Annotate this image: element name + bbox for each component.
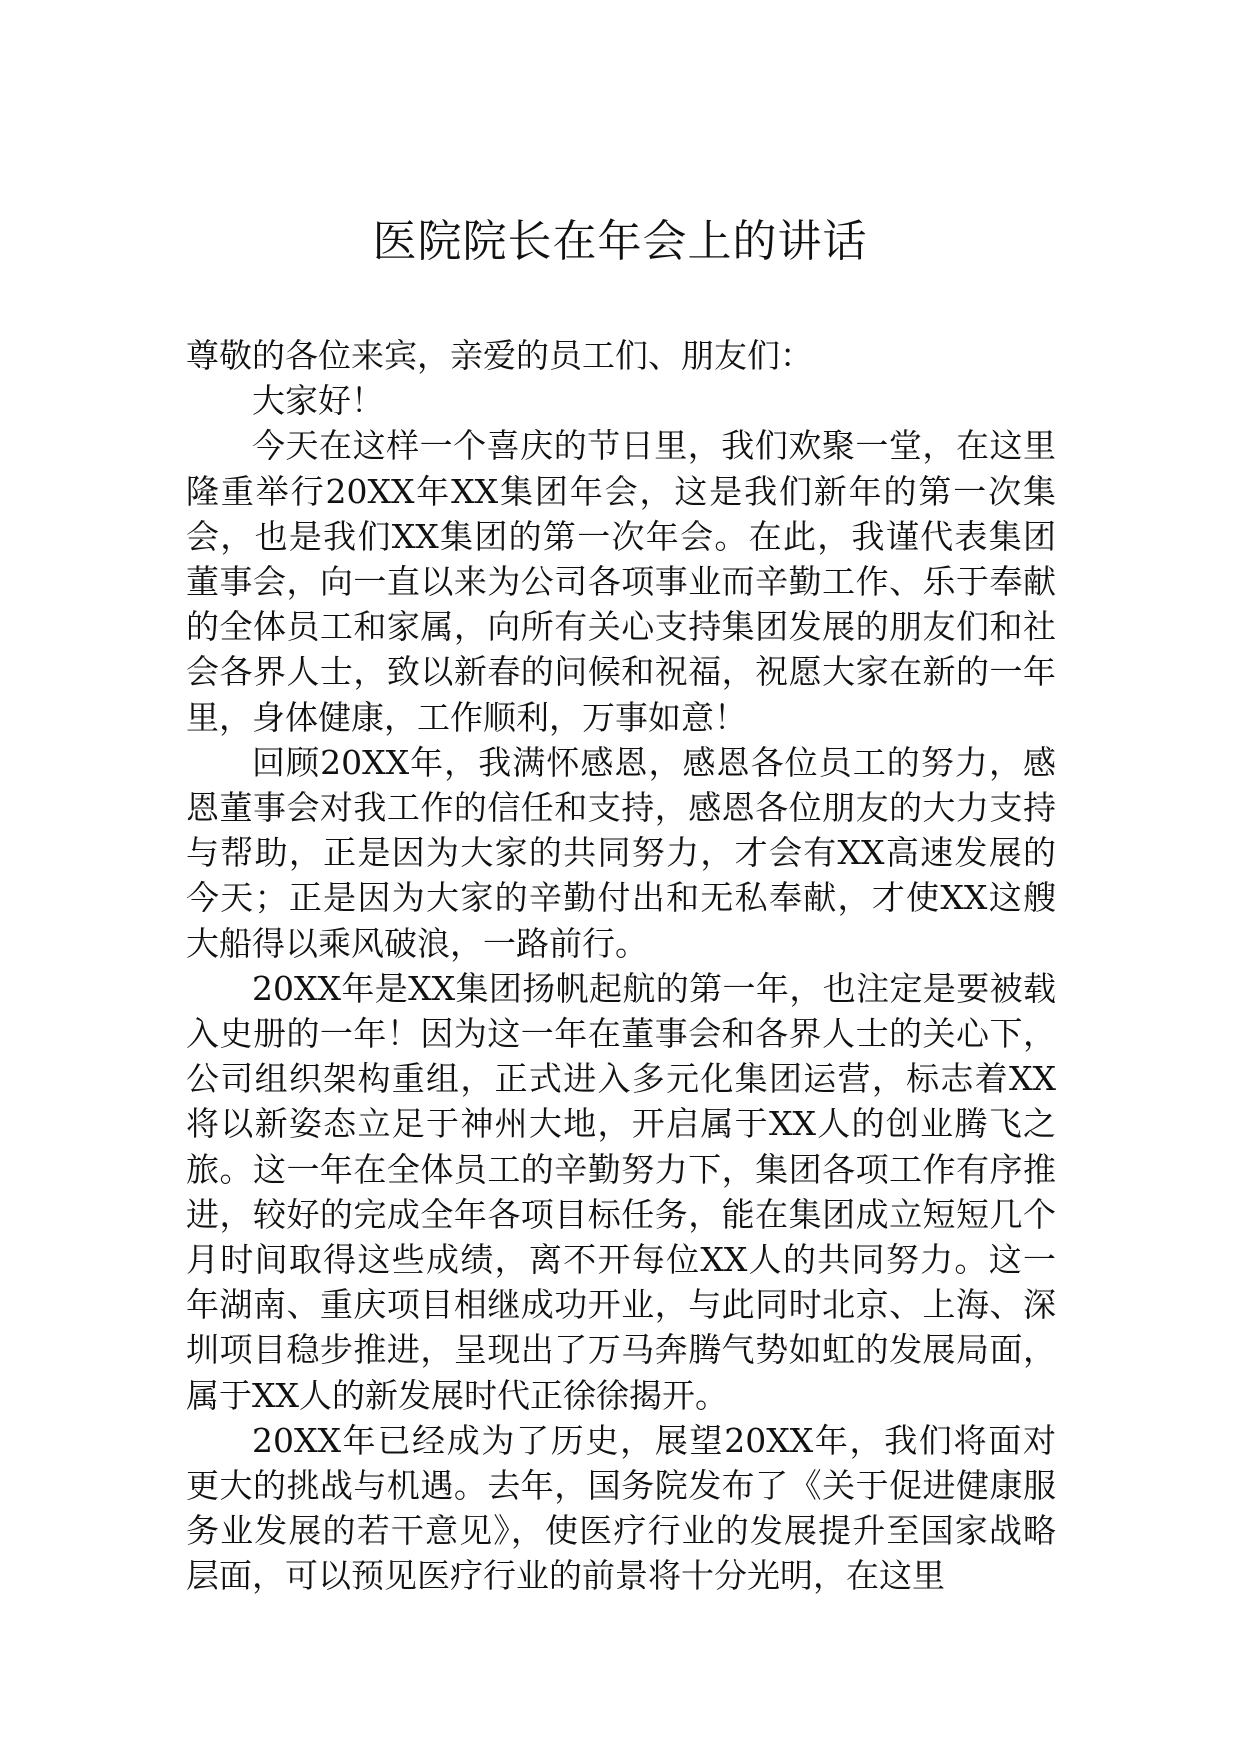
document-body xyxy=(186,333,1056,1599)
salutation: 尊敬的各位来宾，亲爱的员工们、朋友们： xyxy=(186,336,813,375)
paragraph-outlook: 20XX年已经成为了历史，展望20XX年，我们将面对更大的挑战与机遇。去年，国务院发布了《关于促进健康服务业发展的若干意见》，使医疗行业的发展提升至国家战略层面，可以预见医疗行业的前景将十分光明，在这里 xyxy=(186,1420,1056,1596)
paragraph-opening: 今天在这样一个喜庆的节日里，我们欢聚一堂，在这里隆重举行20XX年XX集团年会，这是我们新年的第一次集会，也是我们XX集团的第一次年会。在此，我谨代表集团董事会，向一直以来为公司各项事业而辛勤工作、乐于奉献的全体员工和家属，向所有关心支持集团发展的朋友们和社会各界人士，致以新春的问候和祝福，祝愿大家在新的一年里，身体健康，工作顺利，万事如意！ xyxy=(186,426,1056,737)
greeting: 大家好！ xyxy=(252,381,384,421)
document-title: 医院院长在年会上的讲话 xyxy=(372,216,868,267)
paragraph-milestone: 20XX年是XX集团扬帆起航的第一年，也注定是要被载入史册的一年！因为这一年在董事会和各界人士的关心下，公司组织架构重组，正式进入多元化集团运营，标志着XX将以新姿态立足于神州大地，开启属于XX人的创业腾飞之旅。这一年在全体员工的辛勤努力下，集团各项工作有序推进，较好的完成全年各项目标任务，能在集团成立短短几个月时间取得这些成绩，离不开每位XX人的共同努力。这一年湖南、重庆项目相继成功开业，与此同时北京、上海、深圳项目稳步推进，呈现出了万马奔腾气势如虹的发展局面，属于XX人的新发展时代正徐徐揭开。 xyxy=(186,968,1056,1415)
paragraph-review: 回顾20XX年，我满怀感恩，感恩各位员工的努力，感恩董事会对我工作的信任和支持，感恩各位朋友的大力支持与帮助，正是因为大家的共同努力，才会有XX高速发展的今天；正是因为大家的辛勤付出和无私奉献，才使XX这艘大船得以乘风破浪，一路前行。 xyxy=(186,742,1056,963)
